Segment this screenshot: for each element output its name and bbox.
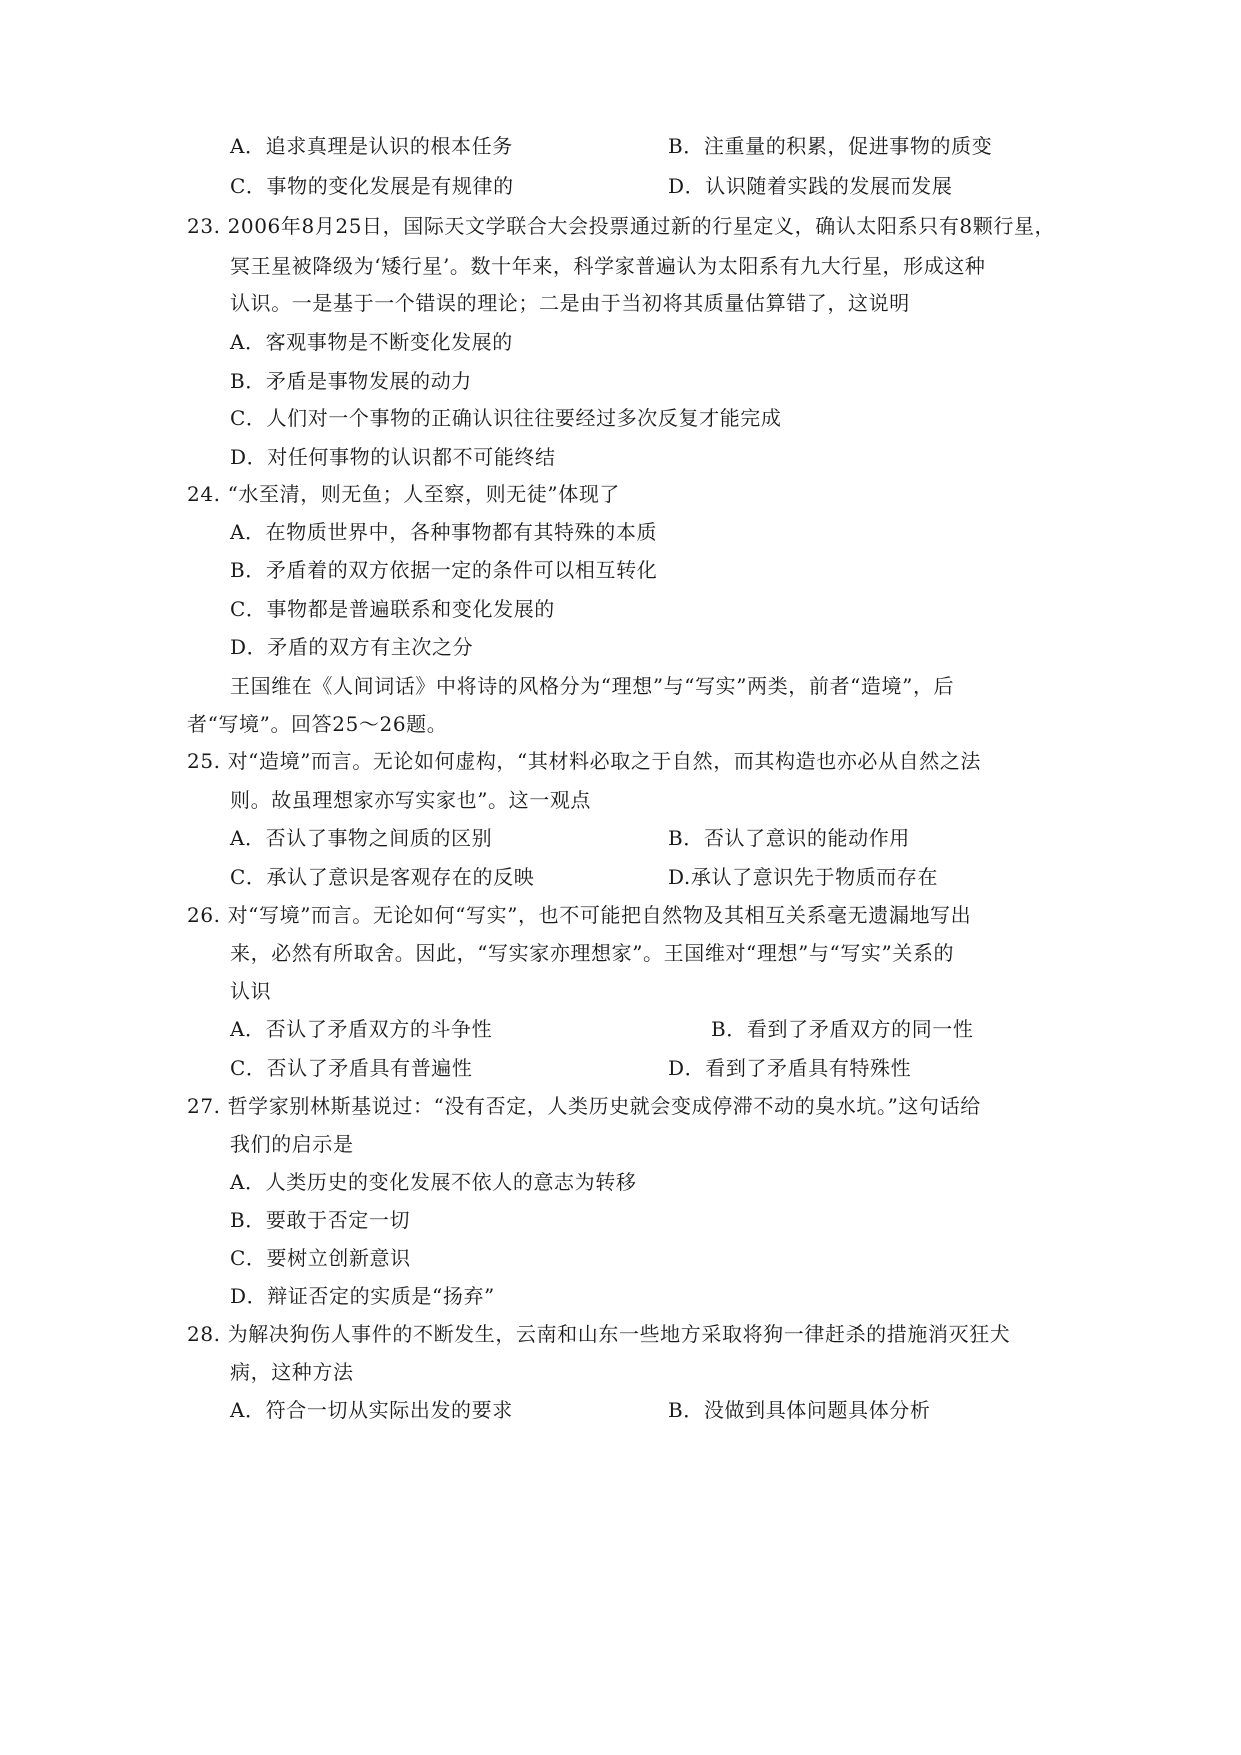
- q27-stem-line2: 我们的启示是: [230, 1132, 354, 1156]
- q26-stem-line3: 认识: [230, 979, 272, 1003]
- q24-option-d: D．矛盾的双方有主次之分: [230, 635, 474, 659]
- q28-stem-line2: 病，这种方法: [230, 1360, 354, 1384]
- q23-option-c: C．人们对一个事物的正确认识往往要经过多次反复才能完成: [230, 406, 782, 430]
- q24-option-c: C．事物都是普遍联系和变化发展的: [230, 597, 555, 621]
- q23-option-b: B．矛盾是事物发展的动力: [230, 369, 472, 393]
- q28-stem-line1: 28. 为解决狗伤人事件的不断发生，云南和山东一些地方采取将狗一律赶杀的措施消灭狂犬: [187, 1322, 1011, 1346]
- q23-stem-line3: 认识。一是基于一个错误的理论；二是由于当初将其质量估算错了，这说明: [230, 291, 910, 315]
- q27-stem-line1: 27. 哲学家别林斯基说过：“没有否定，人类历史就会变成停滞不动的臭水坑。”这句话给: [187, 1094, 981, 1118]
- q26-stem-line2: 来，必然有所取舍。因此，“写实家亦理想家”。王国维对“理想”与“写实”关系的: [230, 941, 955, 965]
- q26-option-c: C．否认了矛盾具有普遍性: [230, 1056, 473, 1080]
- q25-stem-line1: 25. 对“造境”而言。无论如何虚构，“其材料必取之于自然，而其构造也亦必从自然之法: [187, 749, 982, 773]
- q23-stem-line1: 23. 2006年8月25日，国际天文学联合大会投票通过新的行星定义，确认太阳系只有8颗行星，: [187, 214, 1056, 238]
- q26-option-a: A．否认了矛盾双方的斗争性: [230, 1017, 493, 1041]
- q22-option-c: C．事物的变化发展是有规律的: [230, 174, 514, 198]
- q24-stem-line1: 24. “水至清，则无鱼；人至察，则无徒”体现了: [187, 482, 621, 506]
- q26-option-d: D．看到了矛盾具有特殊性: [668, 1056, 912, 1080]
- q23-stem-line2: 冥王星被降级为‘矮行星’。数十年来，科学家普遍认为太阳系有九大行星，形成这种: [230, 254, 986, 278]
- material-line2: 者“写境”。回答25～26题。: [187, 712, 448, 736]
- q27-option-a: A．人类历史的变化发展不依人的意志为转移: [230, 1170, 637, 1194]
- q25-option-c: C．承认了意识是客观存在的反映: [230, 865, 535, 889]
- q22-option-a: A．追求真理是认识的根本任务: [230, 134, 513, 158]
- q26-stem-line1: 26. 对“写境”而言。无论如何“写实”，也不可能把自然物及其相互关系毫无遗漏地写出: [187, 903, 972, 927]
- q23-option-a: A．客观事物是不断变化发展的: [230, 330, 513, 354]
- q24-option-b: B．矛盾着的双方依据一定的条件可以相互转化: [230, 558, 658, 582]
- q25-option-d: D.承认了意识先于物质而存在: [668, 865, 939, 889]
- q23-option-d: D．对任何事物的认识都不可能终结: [230, 445, 556, 469]
- q22-option-b: B．注重量的积累，促进事物的质变: [668, 134, 993, 158]
- q25-option-b: B．否认了意识的能动作用: [668, 826, 910, 850]
- q24-option-a: A．在物质世界中，各种事物都有其特殊的本质: [230, 520, 658, 544]
- q25-stem-line2: 则。故虽理想家亦写实家也”。这一观点: [230, 788, 592, 812]
- q25-option-a: A．否认了事物之间质的区别: [230, 826, 493, 850]
- q27-option-d: D．辩证否定的实质是“扬弃”: [230, 1284, 495, 1308]
- q22-option-d: D．认识随着实践的发展而发展: [668, 174, 953, 198]
- q26-option-b: B．看到了矛盾双方的同一性: [711, 1017, 974, 1041]
- q28-option-b: B．没做到具体问题具体分析: [668, 1398, 931, 1422]
- q27-option-b: B．要敢于否定一切: [230, 1208, 411, 1232]
- material-line1: 王国维在《人间词话》中将诗的风格分为“理想”与“写实”两类，前者“造境”，后: [230, 674, 955, 698]
- q27-option-c: C．要树立创新意识: [230, 1246, 411, 1270]
- q28-option-a: A．符合一切从实际出发的要求: [230, 1398, 513, 1422]
